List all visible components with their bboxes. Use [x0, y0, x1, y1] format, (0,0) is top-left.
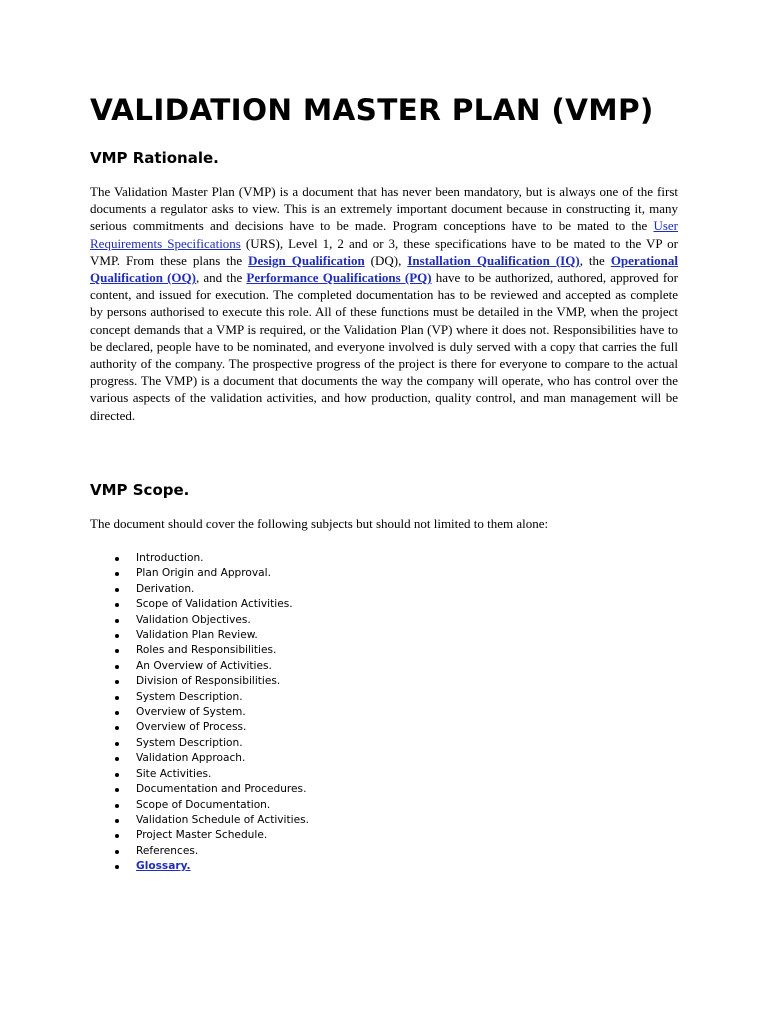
- list-item: Derivation.: [136, 582, 676, 597]
- subjects-list: [90, 551, 676, 875]
- list-item: Validation Approach.: [136, 751, 676, 766]
- list-item: Documentation and Procedures.: [136, 782, 676, 797]
- rationale-text: , and the: [196, 270, 247, 286]
- list-item-glossary: [136, 859, 676, 874]
- list-item: Project Master Schedule.: [136, 828, 676, 843]
- list-item: Roles and Responsibilities.: [136, 643, 676, 658]
- list-item: Validation Objectives.: [136, 613, 676, 628]
- list-item: Validation Schedule of Activities.: [136, 813, 676, 828]
- page-title: VALIDATION MASTER PLAN (VMP): [90, 93, 654, 127]
- urs-link[interactable]: User Requirements Specifications: [90, 218, 678, 251]
- rationale-text: The Validation Master Plan (VMP) is a document that has never been mandatory, but is always one of the first documents a regulator asks to view. This is an extremely important document because in constructing it, many serious commitments and decisions have to be made. Program conceptions have to be mated to the: [90, 184, 678, 234]
- list-item: Plan Origin and Approval.: [136, 566, 676, 581]
- list-item: Introduction.: [136, 551, 676, 566]
- installation-qualification-link[interactable]: Installation Qualification (IQ): [407, 252, 580, 268]
- list-item: Scope of Documentation.: [136, 798, 676, 813]
- rationale-text: have to be authorized, authored, approved for content, and issued for execution. The completed documentation has to be reviewed and accepted as complete by persons authorised to execute this role. All of these functions must be detailed in the VMP, when the project concept demands that a VMP is required, or the Validation Plan (VP) where it does not. Responsibilities have to be declared, people have to be nominated, and everyone involved is duly served with a copy that carries the full authority of the company. The prospective progress of the project is there for everyone to compare to the actual progress. The VMP) is a document that documents the way the company will operate, who has control over the various aspects of the validation activities, and how production, quality control, and man management will be directed.: [90, 270, 678, 423]
- rationale-text: (DQ),: [364, 252, 408, 268]
- list-item: System Description.: [136, 736, 676, 751]
- performance-qualifications-link[interactable]: Performance Qualifications (PQ): [246, 270, 432, 286]
- list-item: Validation Plan Review.: [136, 628, 676, 643]
- design-qualification-link[interactable]: Design Qualification: [248, 252, 365, 268]
- list-item: Overview of Process.: [136, 720, 676, 735]
- list-item: An Overview of Activities.: [136, 659, 676, 674]
- section-heading-rationale: VMP Rationale.: [90, 149, 219, 167]
- rationale-text: , the: [579, 252, 611, 268]
- rationale-text: (URS), Level 1, 2 and or 3, these specifications have to be mated to the VP or VMP. From these plans the: [90, 235, 678, 268]
- list-item: System Description.: [136, 690, 676, 705]
- rationale-paragraph: [90, 183, 678, 424]
- scope-intro: The document should cover the following subjects but should not limited to them alone:: [90, 516, 549, 531]
- section-heading-scope: VMP Scope.: [90, 481, 190, 499]
- list-item: Division of Responsibilities.: [136, 674, 676, 689]
- list-item: References.: [136, 844, 676, 859]
- list-item: Scope of Validation Activities.: [136, 597, 676, 612]
- list-item: Overview of System.: [136, 705, 676, 720]
- glossary-link[interactable]: Glossary.: [136, 860, 191, 873]
- list-item: Site Activities.: [136, 767, 676, 782]
- operational-qualification-link[interactable]: Operational Qualification (OQ): [90, 252, 678, 286]
